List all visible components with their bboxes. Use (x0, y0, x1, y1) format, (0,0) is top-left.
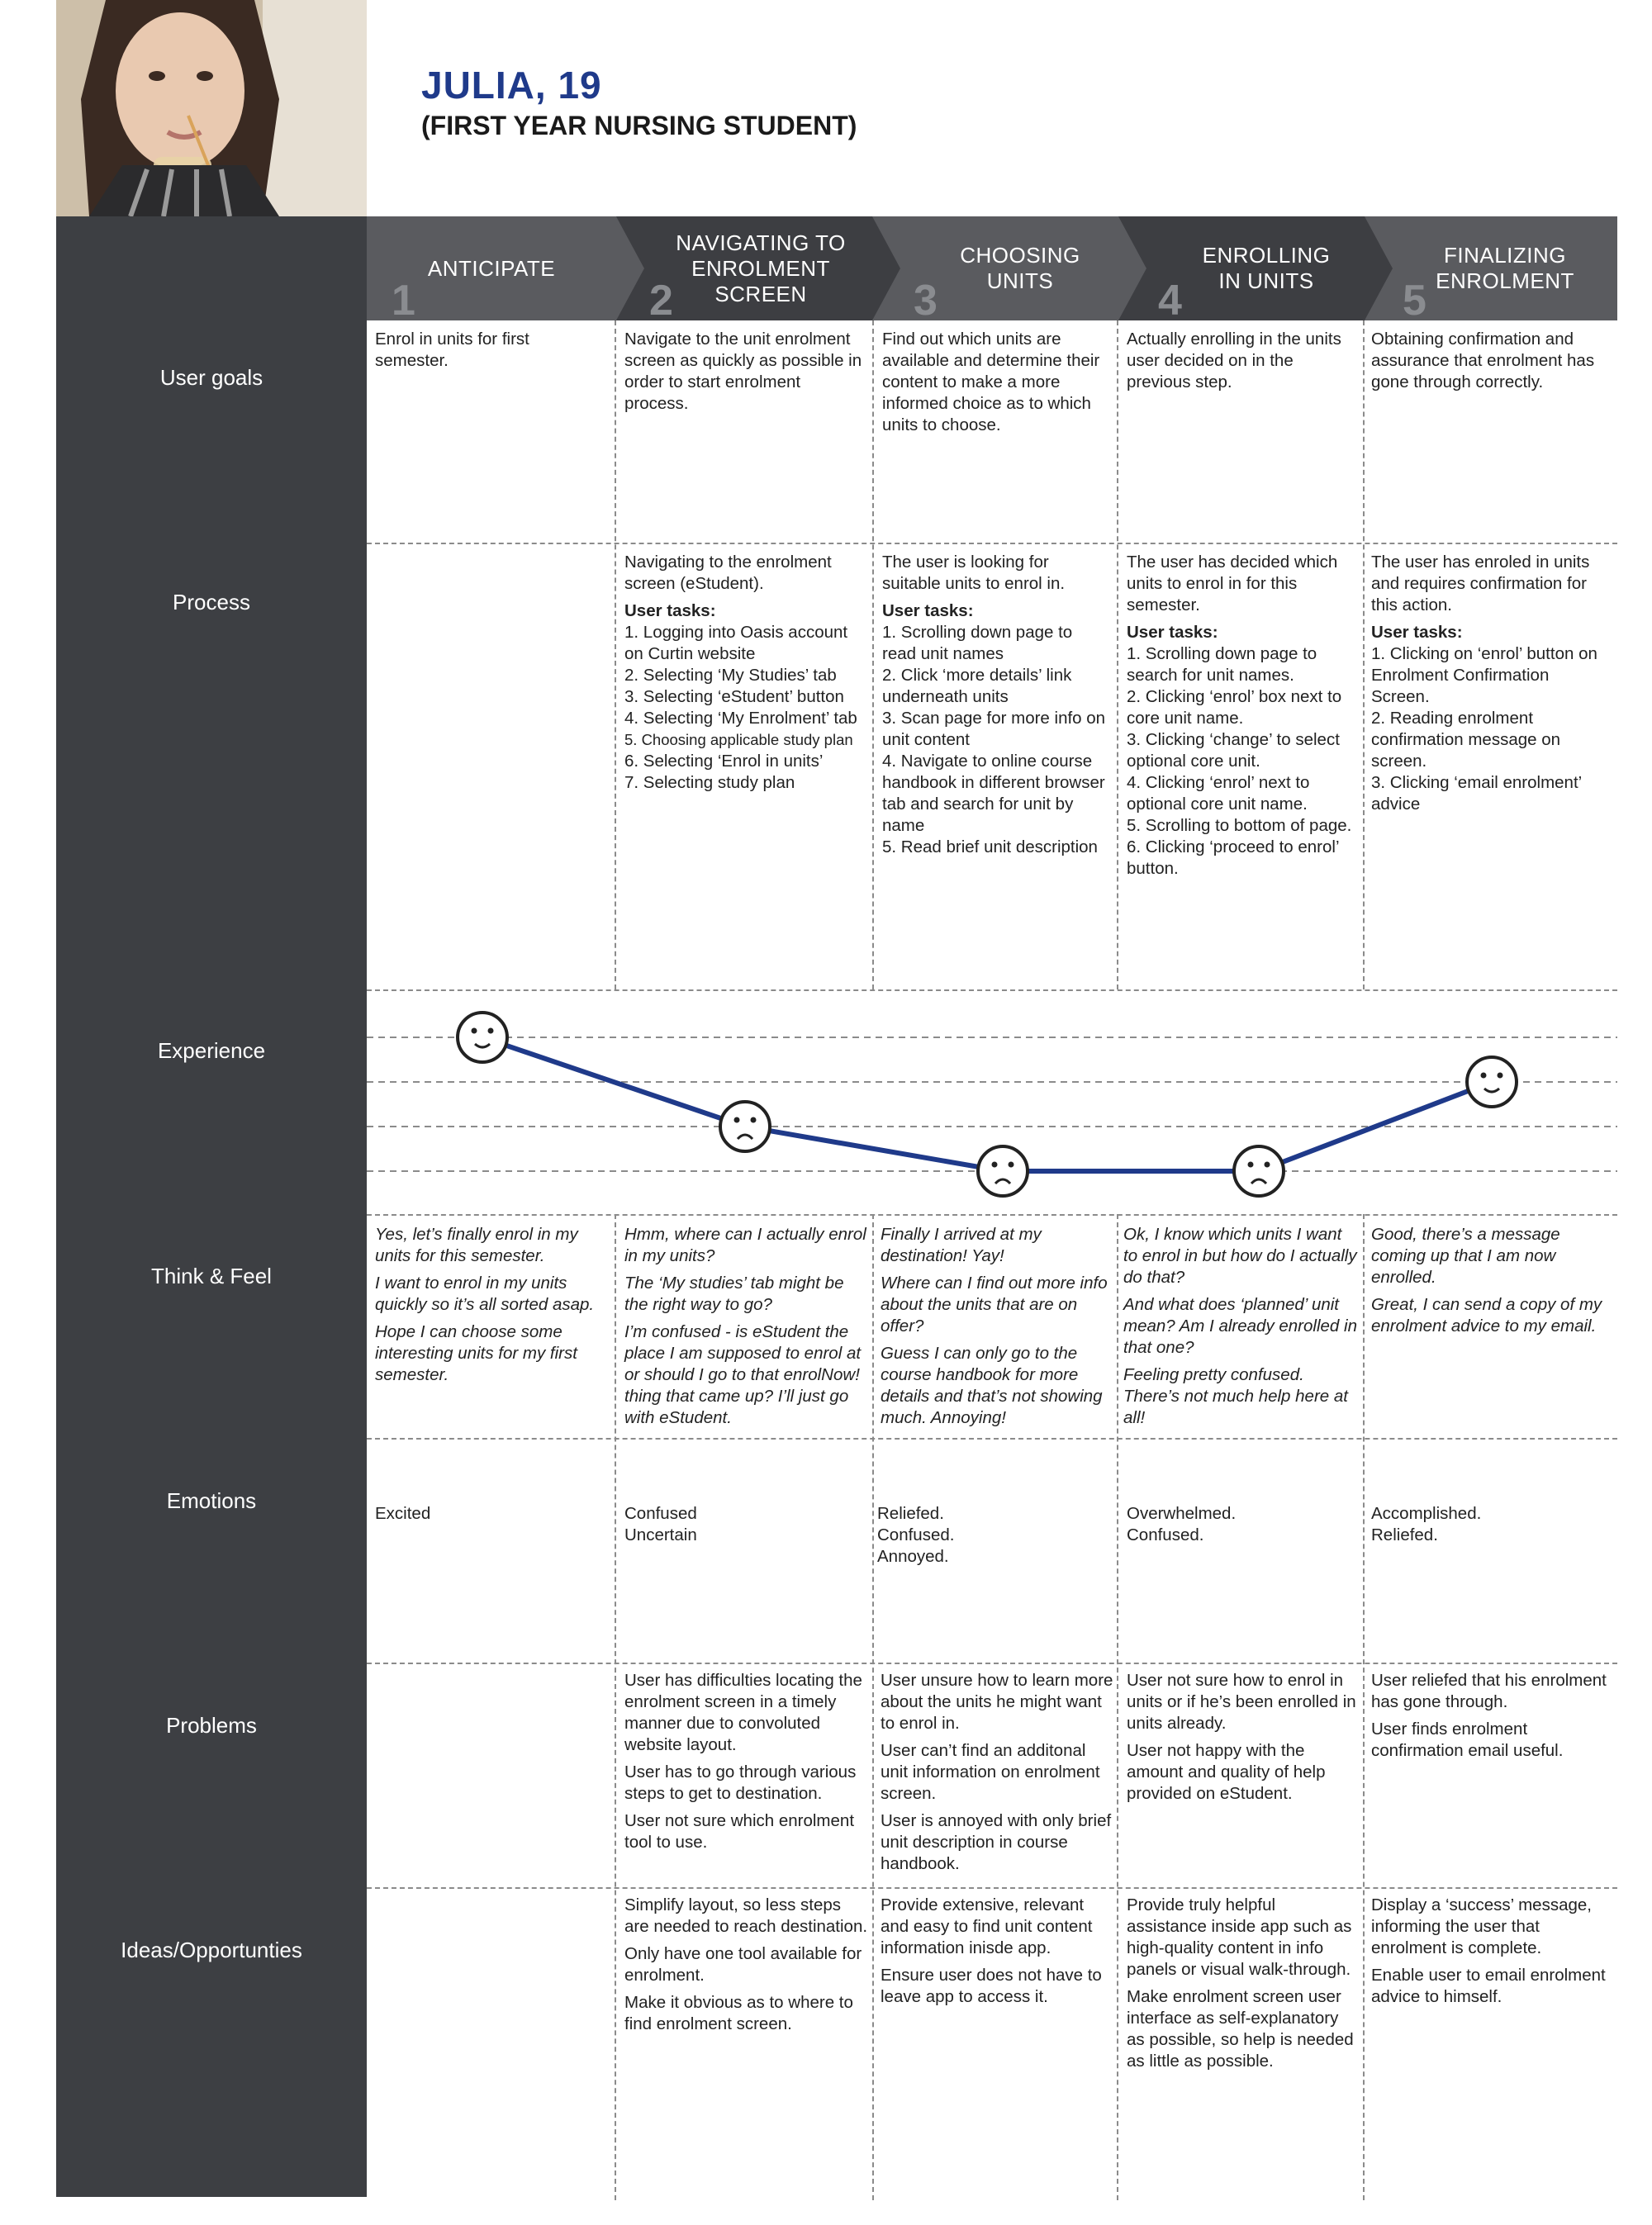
ideas-2 (624, 1895, 869, 2041)
thought: And what does ‘planned’ unit mean? Am I already enrolled in that one? (1123, 1295, 1357, 1357)
process-task-list (1371, 643, 1611, 815)
row-label-experience: Experience (157, 1038, 266, 1063)
process-tasks-title: User tasks: (1371, 623, 1463, 642)
stage-number: 1 (392, 277, 415, 325)
process-task-list (882, 622, 1110, 858)
idea: Simplify layout, so less steps are needed to reach destination. (624, 1895, 868, 1936)
happy-face-icon (1467, 1057, 1517, 1107)
row-label-emotions: Emotions (166, 1488, 257, 1513)
user-goal-4: Actually enrolling in the units user decided on in the previous step. (1127, 330, 1341, 391)
stage-3 (872, 216, 1118, 325)
problem: User can’t find an additonal unit information on enrolment screen. (881, 1741, 1100, 1803)
ideas-5 (1371, 1895, 1612, 2014)
row-divider (367, 1887, 1617, 1889)
emotion: Reliefed. (877, 1504, 944, 1523)
emotion: Accomplished. (1371, 1504, 1482, 1523)
process-task: 5. Choosing applicable study plan (624, 731, 853, 748)
think-feel-1 (375, 1224, 611, 1392)
problem: User has difficulties locating the enrolment screen in a timely manner due to convoluted website layout. (624, 1671, 862, 1754)
process-task: 4. Selecting ‘My Enrolment’ tab (624, 709, 857, 728)
stage-label: ENROLLING IN UNITS (1202, 243, 1331, 293)
problem: User not sure how to enrol in units or if he’s been enrolled in units already. (1127, 1671, 1356, 1733)
sad-face-icon (720, 1102, 770, 1151)
stage-number: 2 (649, 277, 673, 325)
thought: Feeling pretty confused. There’s not much help here at all! (1123, 1365, 1348, 1427)
process-3 (882, 552, 1110, 858)
ideas-4 (1127, 1895, 1358, 2078)
row-label-user-goals: User goals (159, 365, 263, 390)
process-5 (1371, 552, 1611, 815)
user-goal-3: Find out which units are available and determine their content to make a more informed choice as to which units to choose. (882, 330, 1100, 434)
process-task: 1. Scrolling down page to search for unit names. (1127, 644, 1317, 685)
experience-chart (367, 991, 1617, 1216)
process-task: 2. Selecting ‘My Studies’ tab (624, 666, 837, 685)
thought: I’m confused - is eStudent the place I am supposed to enrol at or should I go to that enrolNow! thing that came up? I’ll just go with eStudent. (624, 1322, 862, 1427)
problems-3 (881, 1670, 1113, 1881)
process-task: 5. Scrolling to bottom of page. (1127, 816, 1352, 835)
persona-name: JULIA, 19 (421, 64, 602, 107)
stage-label: FINALIZING ENROLMENT (1436, 243, 1574, 293)
thought: Yes, let’s finally enrol in my units for this semester. (375, 1225, 578, 1265)
stage-number: 5 (1403, 277, 1427, 325)
idea: Make enrolment screen user interface as self-explanatory as possible, so help is needed as little as possible. (1127, 1987, 1354, 2071)
idea: Provide truly helpful assistance inside app such as high-quality content in info panels or visual walk-through. (1127, 1895, 1352, 1979)
thought: I want to enrol in my units quickly so it’s all sorted asap. (375, 1274, 595, 1314)
emotion: Excited (375, 1504, 431, 1523)
stage-header-band (367, 216, 1617, 325)
emotion: Annoyed. (877, 1547, 949, 1566)
problem: User has to go through various steps to get to destination. (624, 1762, 857, 1803)
stage-4 (1118, 216, 1365, 325)
user-goal-2: Navigate to the unit enrolment screen as quickly as possible in order to start enrolment process. (624, 330, 862, 413)
process-intro: The user has enroled in units and requires confirmation for this action. (1371, 553, 1590, 614)
idea: Provide extensive, relevant and easy to find unit content information inisde app. (881, 1895, 1093, 1957)
persona-role: (FIRST YEAR NURSING STUDENT) (421, 111, 857, 140)
emotions-1 (375, 1503, 606, 1525)
idea: Ensure user does not have to leave app to access it. (881, 1966, 1102, 2006)
row-divider (367, 543, 1617, 544)
emotions-3 (877, 1503, 1108, 1568)
column-divider (615, 320, 616, 989)
process-4 (1127, 552, 1356, 880)
process-tasks-title: User tasks: (1127, 623, 1218, 642)
problem: User reliefed that his enrolment has gone through. (1371, 1671, 1607, 1711)
stage-number: 4 (1158, 277, 1182, 325)
problem: User not happy with the amount and quality of help provided on eStudent. (1127, 1741, 1326, 1803)
problem: User finds enrolment confirmation email useful. (1371, 1720, 1564, 1760)
thought: Great, I can send a copy of my enrolment advice to my email. (1371, 1295, 1602, 1335)
thought: Where can I find out more info about the units that are on offer? (881, 1274, 1108, 1335)
process-2 (624, 552, 869, 794)
think-feel-5 (1371, 1224, 1612, 1343)
thought: Guess I can only go to the course handbook for more details and that’s not showing much. Annoying! (881, 1344, 1103, 1427)
process-task: 1. Clicking on ‘enrol’ button on Enrolment Confirmation Screen. (1371, 644, 1597, 706)
emotion: Uncertain (624, 1525, 697, 1544)
think-feel-4 (1123, 1224, 1360, 1435)
problems-2 (624, 1670, 869, 1859)
emotion: Confused. (1127, 1525, 1204, 1544)
column-divider (872, 1214, 874, 2200)
process-task: 3. Clicking ‘email enrolment’ advice (1371, 773, 1582, 814)
emotion: Reliefed. (1371, 1525, 1438, 1544)
idea: Make it obvious as to where to find enrolment screen. (624, 1993, 853, 2033)
ideas-3 (881, 1895, 1113, 2014)
column-divider (1117, 320, 1118, 989)
process-task-list (1127, 643, 1356, 880)
sad-face-icon (1234, 1146, 1284, 1196)
user-goal-5: Obtaining confirmation and assurance that enrolment has gone through correctly. (1371, 330, 1595, 391)
thought: Good, there’s a message coming up that I am now enrolled. (1371, 1225, 1560, 1287)
row-label-ideas: Ideas/Opportunties (121, 1938, 302, 1962)
experience-faces (458, 1013, 1517, 1196)
stage-1 (367, 216, 616, 325)
process-task-list (624, 622, 869, 794)
idea: Enable user to email enrolment advice to himself. (1371, 1966, 1606, 2006)
user-goal-1: Enrol in units for first semester. (375, 330, 529, 370)
row-label-sidebar (56, 216, 367, 2197)
think-feel-2 (624, 1224, 869, 1435)
process-task: 6. Clicking ‘proceed to enrol’ button. (1127, 837, 1339, 878)
stage-2 (616, 216, 872, 325)
think-feel-3 (881, 1224, 1115, 1435)
process-task: 4. Navigate to online course handbook in different browser tab and search for unit by name (882, 752, 1105, 835)
stage-label: ANTICIPATE (427, 255, 556, 281)
process-task: 5. Read brief unit description (882, 837, 1098, 856)
row-divider (367, 1663, 1617, 1664)
emotions-5 (1371, 1503, 1611, 1546)
emotions-4 (1127, 1503, 1358, 1546)
process-task: 1. Scrolling down page to read unit names (882, 623, 1073, 663)
thought: Hmm, where can I actually enrol in my units? (624, 1225, 866, 1265)
process-task: 2. Clicking ‘enrol’ box next to core unit name. (1127, 687, 1342, 728)
process-task: 6. Selecting ‘Enrol in units’ (624, 752, 824, 771)
problem: User not sure which enrolment tool to use. (624, 1811, 855, 1852)
row-label-think-feel: Think & Feel (151, 1264, 272, 1288)
process-tasks-title: User tasks: (624, 601, 716, 620)
happy-face-icon (458, 1013, 507, 1062)
process-intro: The user has decided which units to enrol in for this semester. (1127, 553, 1338, 614)
persona-photo-illustration (56, 0, 367, 216)
process-intro: Navigating to the enrolment screen (eStudent). (624, 553, 832, 593)
process-tasks-title: User tasks: (882, 601, 974, 620)
thought: Hope I can choose some interesting units for my first semester. (375, 1322, 577, 1384)
stage-number: 3 (914, 277, 938, 325)
emotions-2 (624, 1503, 866, 1546)
problems-4 (1127, 1670, 1358, 1810)
emotion: Overwhelmed. (1127, 1504, 1237, 1523)
stage-label: NAVIGATING TO ENROLMENT SCREEN (676, 230, 846, 306)
emotion: Confused (624, 1504, 697, 1523)
process-task: 1. Logging into Oasis account on Curtin website (624, 623, 848, 663)
sad-face-icon (978, 1146, 1028, 1196)
problems-5 (1371, 1670, 1612, 1767)
problem: User is annoyed with only brief unit description in course handbook. (881, 1811, 1112, 1873)
idea: Display a ‘success’ message, informing the user that enrolment is complete. (1371, 1895, 1592, 1957)
thought: Finally I arrived at my destination! Yay! (881, 1225, 1042, 1265)
persona-photo (56, 0, 367, 216)
process-task: 3. Selecting ‘eStudent’ button (624, 687, 844, 706)
column-divider (872, 320, 874, 989)
process-task: 3. Clicking ‘change’ to select optional core unit. (1127, 730, 1340, 771)
stage-5 (1365, 216, 1617, 325)
stage-label: CHOOSING UNITS (960, 243, 1080, 293)
process-task: 3. Scan page for more info on unit content (882, 709, 1106, 749)
row-label-process: Process (173, 590, 250, 614)
process-task: 2. Reading enrolment confirmation message on screen. (1371, 709, 1561, 771)
column-divider (1363, 1214, 1365, 2200)
process-intro: The user is looking for suitable units to enrol in. (882, 553, 1066, 593)
process-task: 4. Clicking ‘enrol’ next to optional core unit name. (1127, 773, 1310, 814)
thought: Ok, I know which units I want to enrol in but how do I actually do that? (1123, 1225, 1357, 1287)
thought: The ‘My studies’ tab might be the right way to go? (624, 1274, 844, 1314)
column-divider (1117, 1214, 1118, 2200)
problem: User unsure how to learn more about the units he might want to enrol in. (881, 1671, 1113, 1733)
process-task: 2. Click ‘more details’ link underneath units (882, 666, 1072, 706)
row-label-problems: Problems (166, 1713, 257, 1738)
column-divider (615, 1214, 616, 2200)
idea: Only have one tool available for enrolment. (624, 1944, 862, 1985)
row-divider (367, 1438, 1617, 1440)
emotion: Confused. (877, 1525, 955, 1544)
column-divider (1363, 320, 1365, 989)
process-task: 7. Selecting study plan (624, 773, 795, 792)
